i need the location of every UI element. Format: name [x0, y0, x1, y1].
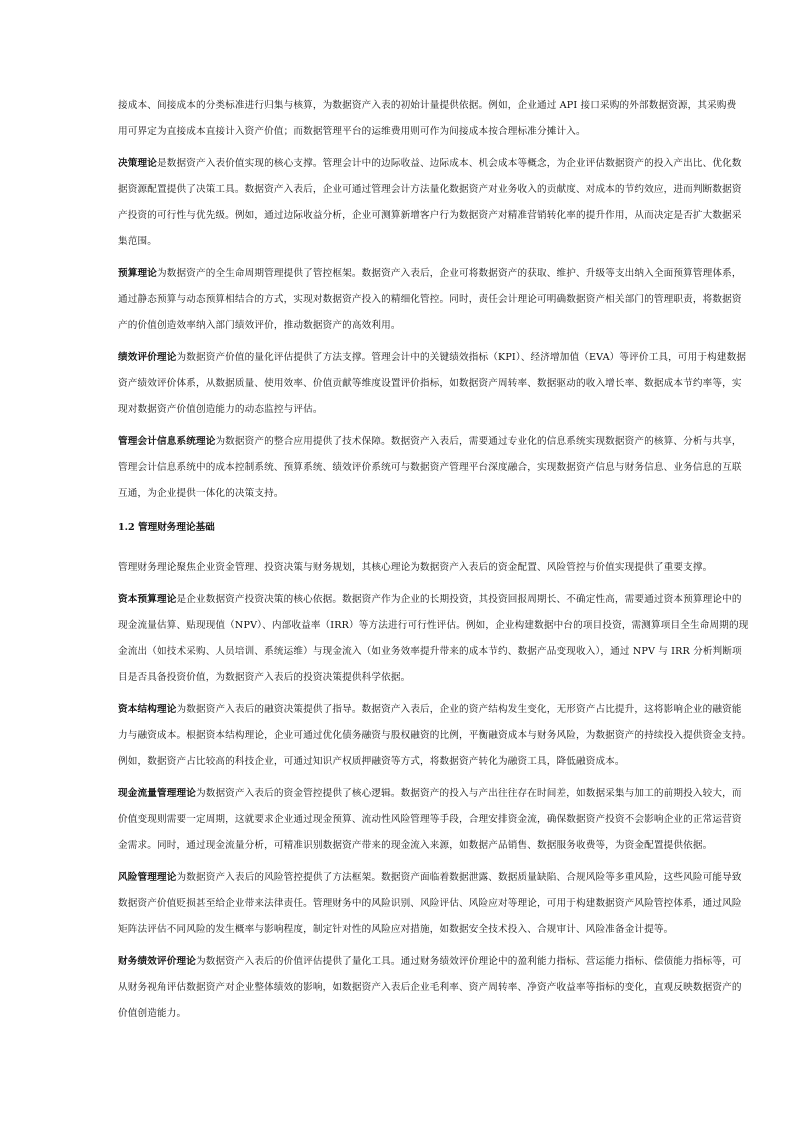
- paragraph-lead-term: 资本预算理论: [118, 594, 177, 605]
- text-line: [118, 229, 675, 255]
- line-text: 金流出（如技术采购、人员培训、系统运维）与现金流入（如业务效率提升带来的成本节约、数据产品变现收入），通过 NPV 与 IRR 分析判断项: [118, 646, 742, 657]
- line-text: 为数据资产入表后的价值评估提供了量化工具。通过财务绩效评价理论中的盈利能力指标、营运能力指标、偿债能力指标等，可: [195, 956, 742, 967]
- line-text: 价值变现则需要一定周期，这就要求企业通过现金预算、流动性风险管理等手段，合理安排资金流，确保数据资产投资不会影响企业的正常运营资: [118, 814, 742, 825]
- text-line: [118, 723, 752, 749]
- text-line: [118, 891, 742, 917]
- text-line: [118, 93, 737, 119]
- text-line: [118, 917, 675, 943]
- paragraph-lead-term: 现金流量管理理论: [118, 788, 196, 799]
- line-text: 互通，为企业提供一体化的决策支持。: [118, 488, 284, 499]
- text-line: [118, 455, 742, 481]
- text-line: [118, 749, 675, 775]
- line-text: 力与融资成本。根据资本结构理论，企业可通过优化债务融资与股权融资的比例，平衡融资成本与财务风险，为数据资产的持续投入提供资金支持。: [118, 730, 752, 741]
- paragraph: [118, 555, 713, 581]
- document-page: [118, 93, 752, 1033]
- paragraph: [118, 93, 737, 145]
- text-line: [118, 613, 749, 639]
- line-text: 数据资产价值贬损甚至给企业带来法律责任。管理财务中的风险识别、风险评估、风险应对等理论，可用于构建数据资产风险管控体系，通过风险: [118, 898, 742, 909]
- line-text: 为数据资产入表后的融资决策提供了指导。数据资产入表后，企业的资产结构发生变化，无形资产占比提升，这将影响企业的融资能: [176, 704, 742, 715]
- line-text: 产的价值创造效率纳入部门绩效评价，推动数据资产的高效利用。: [118, 320, 401, 331]
- line-text: 接成本、间接成本的分类标准进行归集与核算，为数据资产入表的初始计量提供依据。例如，企业通过 API 接口采购的外部数据资源，其采购费: [118, 100, 737, 111]
- paragraph-lead-term: 资本结构理论: [118, 704, 177, 715]
- paragraph-lead-term: 绩效评价理论: [118, 352, 177, 363]
- paragraph: [118, 865, 742, 943]
- text-line: [118, 781, 742, 807]
- text-line: [118, 665, 675, 691]
- line-text: 目是否具备投资价值，为数据资产入表后的投资决策提供科学依据。: [118, 672, 411, 683]
- section-1-2-body: [118, 555, 752, 1027]
- paragraph: [118, 261, 742, 339]
- text-line: [118, 119, 675, 145]
- line-text: 为数据资产价值的量化评估提供了方法支撑。管理会计中的关键绩效指标（KPI）、经济增加值（EVA）等评价工具，可用于构建数据: [176, 352, 747, 363]
- line-text: 为数据资产的全生命周期管理提供了管控框架。数据资产入表后，企业可将数据资产的获取、维护、升级等支出纳入全面预算管理体系，: [156, 268, 742, 279]
- line-text: 从财务视角评估数据资产对企业整体绩效的影响，如数据资产入表后企业毛利率、资产周转率、净资产收益率等指标的变化，直观反映数据资产的: [118, 982, 742, 993]
- text-line: [118, 151, 742, 177]
- line-text: 产投资的可行性与优先级。例如，通过边际收益分析，企业可测算新增客户行为数据资产对精准营销转化率的提升作用，从而决定是否扩大数据采: [118, 210, 742, 221]
- text-line: [118, 697, 742, 723]
- text-line: [118, 481, 675, 507]
- line-text: 是数据资产入表价值实现的核心支撑。管理会计中的边际收益、边际成本、机会成本等概念，为企业评估数据资产的投入产出比、优化数: [156, 158, 742, 169]
- text-line: [118, 587, 742, 613]
- text-line: [118, 371, 742, 397]
- text-line: [118, 975, 742, 1001]
- text-line: [118, 865, 742, 891]
- line-text: 现对数据资产价值创造能力的动态监控与评估。: [118, 404, 323, 415]
- line-text: 据资源配置提供了决策工具。数据资产入表后，企业可通过管理会计方法量化数据资产对业务收入的贡献度、对成本的节约效应，进而判断数据资: [118, 184, 742, 195]
- text-line: [118, 1001, 675, 1027]
- section-heading: 1.2 管理财务理论基础: [118, 522, 215, 533]
- line-text: 价值创造能力。: [118, 1008, 187, 1019]
- text-line: [118, 949, 742, 975]
- line-text: 管理财务理论聚焦企业资金管理、投资决策与财务规划，其核心理论为数据资产入表后的资金配置、风险管控与价值实现提供了重要支撑。: [118, 562, 713, 573]
- line-text: 为数据资产入表后的风险管控提供了方法框架。数据资产面临着数据泄露、数据质量缺陷、合规风险等多重风险，这些风险可能导致: [176, 872, 742, 883]
- text-line: [118, 555, 713, 581]
- paragraph: [118, 429, 742, 507]
- text-line: [118, 313, 675, 339]
- paragraph: [118, 697, 752, 775]
- paragraph: [118, 781, 742, 859]
- text-line: [118, 807, 742, 833]
- text-line: [118, 639, 742, 665]
- line-text: 资产绩效评价体系，从数据质量、使用效率、价值贡献等维度设置评价指标，如数据资产周转率、数据驱动的收入增长率、数据成本节约率等，实: [118, 378, 742, 389]
- text-line: [118, 833, 713, 859]
- line-text: 为数据资产的整合应用提供了技术保障。数据资产入表后，需要通过专业化的信息系统实现数据资产的核算、分析与共享，: [215, 436, 742, 447]
- text-line: [118, 177, 742, 203]
- text-line: [118, 261, 742, 287]
- paragraph: [118, 587, 749, 691]
- paragraph-lead-term: 财务绩效评价理论: [118, 956, 196, 967]
- paragraph-lead-term: 管理会计信息系统理论: [118, 436, 216, 447]
- line-text: 为数据资产入表后的资金管控提供了核心逻辑。数据资产的投入与产出往往存在时间差，如数据采集与加工的前期投入较大，而: [195, 788, 742, 799]
- section-1-1-body: [118, 93, 747, 507]
- paragraph-lead-term: 风险管理理论: [118, 872, 177, 883]
- line-text: 管理会计信息系统中的成本控制系统、预算系统、绩效评价系统可与数据资产管理平台深度融合，实现数据资产信息与财务信息、业务信息的互联: [118, 462, 742, 473]
- line-text: 现金流量估算、贴现现值（NPV）、内部收益率（IRR）等方法进行可行性评估。例如，企业构建数据中台的项目投资，需测算项目全生命周期的现: [118, 620, 749, 631]
- paragraph-lead-term: 决策理论: [118, 158, 157, 169]
- text-line: [118, 287, 742, 313]
- text-line: [118, 397, 675, 423]
- line-text: 例如，数据资产占比较高的科技企业，可通过知识产权质押融资等方式，将数据资产转化为融资工具，降低融资成本。: [118, 756, 625, 767]
- paragraph: [118, 151, 742, 255]
- paragraph: [118, 949, 742, 1027]
- line-text: 通过静态预算与动态预算相结合的方式，实现对数据资产投入的精细化管控。同时，责任会计理论可明确数据资产相关部门的管理职责，将数据资: [118, 294, 742, 305]
- text-line: [118, 345, 747, 371]
- paragraph-lead-term: 预算理论: [118, 268, 157, 279]
- line-text: 用可界定为直接成本直接计入资产价值；而数据管理平台的运维费用则可作为间接成本按合理标准分摊计入。: [118, 126, 586, 137]
- text-line: [118, 203, 742, 229]
- line-text: 集范围。: [118, 236, 157, 247]
- line-text: 矩阵法评估不同风险的发生概率与影响程度，制定针对性的风险应对措施，如数据安全技术投入、合规审计、风险准备金计提等。: [118, 924, 674, 935]
- paragraph: [118, 345, 747, 423]
- line-text: 金需求。同时，通过现金流量分析，可精准识别数据资产带来的现金流入来源，如数据产品销售、数据服务收费等，为资金配置提供依据。: [118, 840, 713, 851]
- text-line: [118, 429, 742, 455]
- line-text: 是企业数据资产投资决策的核心依据。数据资产作为企业的长期投资，其投资回报周期长、不确定性高，需要通过资本预算理论中的: [176, 594, 742, 605]
